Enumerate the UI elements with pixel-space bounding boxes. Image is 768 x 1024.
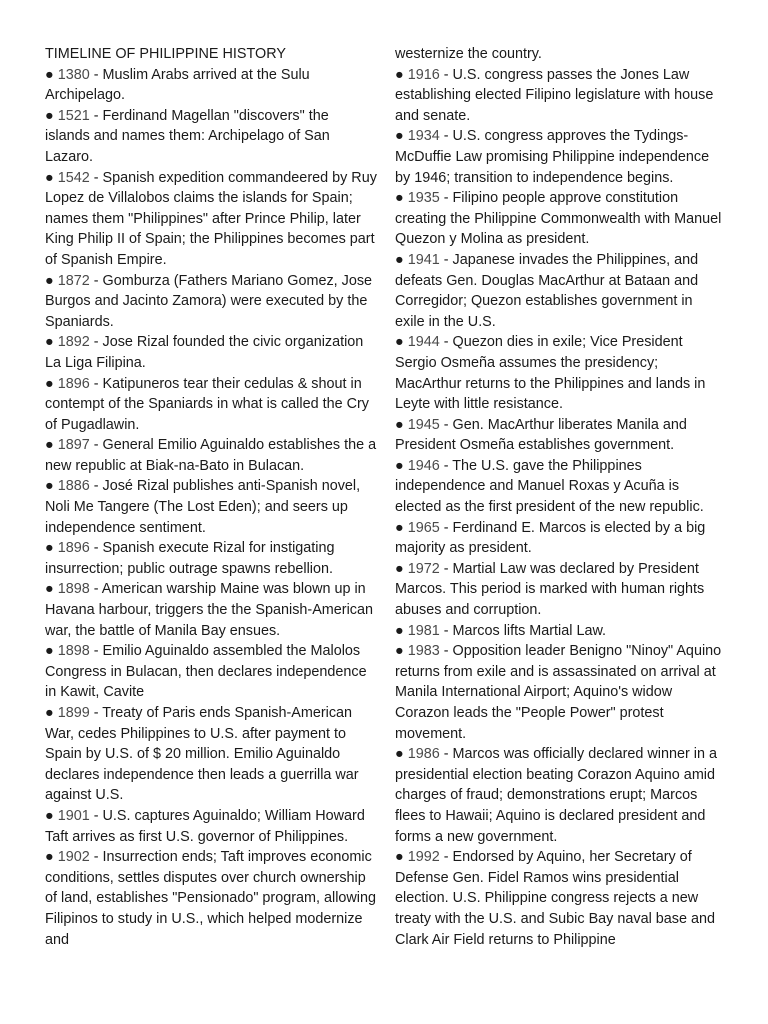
- entry-year: 1944: [407, 334, 440, 351]
- entry-text: Quezon dies in exile; Vice President Sergio Osmeña assumes the presidency; MacArthur returns to the Philippines and lands in Leyte with little resistance.: [395, 334, 706, 413]
- entry-separator: -: [89, 581, 102, 598]
- entry-year: 1983: [407, 643, 440, 660]
- bullet-icon: ●: [45, 581, 54, 598]
- entry-text: Gen. MacArthur liberates Manila and President Osmeña establishes government.: [395, 416, 687, 454]
- entry-separator: -: [89, 437, 103, 454]
- bullet-icon: ●: [395, 128, 404, 145]
- entry-separator: -: [439, 622, 453, 639]
- bullet-icon: ●: [395, 334, 404, 351]
- timeline-entry: [45, 271, 377, 333]
- bullet-icon: ●: [395, 251, 404, 268]
- entry-year: 1902: [57, 849, 90, 866]
- entry-separator: -: [439, 190, 453, 207]
- entry-year: 1965: [407, 519, 440, 536]
- entry-year: 1981: [407, 622, 440, 639]
- timeline-entry: [395, 126, 725, 188]
- entry-text: Katipuneros tear their cedulas & shout in contempt of the Spaniards in what is called the Cry of Pugadlawin.: [45, 375, 369, 433]
- entry-year: 1380: [57, 66, 90, 83]
- bullet-icon: ●: [395, 519, 404, 536]
- left-column: [45, 44, 377, 950]
- entry-year: 1946: [407, 457, 440, 474]
- entry-text: Insurrection ends; Taft improves economic conditions, settles disputes over church ownership of land, establishes "Pensionado" program, allowing Filipinos to study in U.S., which helped modernize and: [45, 849, 377, 948]
- entry-text: American warship Maine was blown up in Havana harbour, triggers the the Spanish-American war, the battle of Manila Bay ensues.: [45, 581, 373, 639]
- entry-text: Emilio Aguinaldo assembled the Malolos Congress in Bulacan, then declares independence in Kawit, Cavite: [45, 643, 367, 701]
- entry-year: 1934: [407, 128, 440, 145]
- entry-separator: -: [439, 457, 453, 474]
- timeline-entry: [395, 621, 725, 642]
- timeline-entry: [45, 847, 377, 950]
- bullet-icon: ●: [45, 849, 54, 866]
- timeline-entry: [45, 332, 377, 373]
- timeline-entry: [45, 374, 377, 436]
- timeline-entry: [45, 579, 377, 641]
- bullet-icon: ●: [395, 849, 404, 866]
- entry-separator: -: [89, 849, 103, 866]
- timeline-entry: [395, 641, 725, 744]
- entry-text: Ferdinand E. Marcos is elected by a big majority as president.: [395, 519, 706, 557]
- entry-text: Marcos was officially declared winner in a presidential election beating Corazon Aquino amid charges of fraud; demonstrations erupt; Marcos flees to Hawaii; Aquino is declared president and forms a new government.: [395, 746, 717, 845]
- timeline-entry: [45, 806, 377, 847]
- entry-year: 1886: [57, 478, 90, 495]
- bullet-icon: ●: [45, 643, 54, 660]
- entry-year: 1896: [57, 540, 90, 557]
- timeline-entry: [395, 415, 725, 456]
- entry-year: 1916: [407, 66, 440, 83]
- bullet-icon: ●: [395, 643, 404, 660]
- entry-text: Filipino people approve constitution creating the Philippine Commonwealth with Manuel Quezon y Molina as president.: [395, 190, 722, 248]
- entry-separator: -: [89, 807, 103, 824]
- entry-separator: -: [439, 519, 453, 536]
- timeline-entry: [395, 65, 725, 127]
- bullet-icon: ●: [45, 437, 54, 454]
- timeline-entry: [45, 476, 377, 538]
- timeline-entry: [45, 703, 377, 806]
- entry-separator: -: [89, 169, 103, 186]
- bullet-icon: ●: [395, 746, 404, 763]
- bullet-icon: ●: [395, 560, 404, 577]
- bullet-icon: ●: [45, 334, 54, 351]
- entry-separator: -: [89, 66, 103, 83]
- entry-separator: -: [89, 334, 103, 351]
- bullet-icon: ●: [45, 807, 54, 824]
- entry-year: 1935: [407, 190, 440, 207]
- bullet-icon: ●: [395, 457, 404, 474]
- entry-year: 1986: [407, 746, 440, 763]
- entry-text: Muslim Arabs arrived at the Sulu Archipelago.: [45, 66, 310, 104]
- bullet-icon: ●: [395, 66, 404, 83]
- entry-year: 1898: [57, 643, 90, 660]
- entry-year: 1872: [57, 272, 90, 289]
- entry-year: 1992: [407, 849, 440, 866]
- entry-separator: -: [89, 643, 103, 660]
- entry-separator: -: [89, 705, 103, 721]
- entry-text: Jose Rizal founded the civic organization La Liga Filipina.: [45, 334, 364, 371]
- timeline-entry: [45, 538, 377, 579]
- bullet-icon: ●: [395, 190, 404, 207]
- entry-year: 1941: [407, 251, 440, 268]
- entry-separator: -: [439, 560, 453, 577]
- timeline-entry: [395, 559, 725, 621]
- timeline-entry: [395, 518, 725, 559]
- entry-separator: -: [439, 66, 453, 83]
- timeline-entry: [45, 168, 377, 271]
- entry-text: Spanish execute Rizal for instigating insurrection; public outrage spawns rebellion.: [45, 540, 335, 577]
- timeline-entry: [45, 106, 377, 168]
- entry-text: Martial Law was declared by President Marcos. This period is marked with human rights abuses and corruption.: [395, 560, 705, 619]
- timeline-entry: [395, 456, 725, 518]
- entry-text: U.S. congress approves the Tydings-McDuffie Law promising Philippine independence by 1946; transition to independence begins.: [395, 128, 710, 186]
- document-title: TIMELINE OF PHILIPPINE HISTORY: [45, 46, 286, 62]
- entry-separator: -: [439, 746, 453, 763]
- entry-text: Gomburza (Fathers Mariano Gomez, Jose Burgos and Jacinto Zamora) were executed by the Spaniards.: [45, 272, 373, 330]
- timeline-entry: [45, 641, 377, 703]
- entry-year: 1898: [57, 581, 90, 598]
- timeline-entry: [395, 332, 725, 414]
- entry-separator: -: [439, 643, 453, 660]
- entry-text: U.S. congress passes the Jones Law establishing elected Filipino legislature with house and senate.: [395, 66, 714, 124]
- entry-text: Marcos lifts Martial Law.: [452, 622, 607, 639]
- timeline-entry: [45, 435, 377, 476]
- timeline-entry: [395, 188, 725, 250]
- entry-text: Endorsed by Aquino, her Secretary of Defense Gen. Fidel Ramos wins presidential election. U.S. Philippine congress rejects a new treaty with the U.S. and Subic Bay naval base and Clark Air Field returns to Philippine: [395, 849, 715, 948]
- entry-text: José Rizal publishes anti-Spanish novel, Noli Me Tangere (The Lost Eden); and seers up independence sentiment.: [45, 478, 361, 536]
- entry-text: Treaty of Paris ends Spanish-American War, cedes Philippines to U.S. after payment to Spain by U.S. of $ 20 million. Emilio Aguinaldo declares independence then leads a guerrilla war against U.S.: [45, 705, 359, 804]
- right-column: [395, 44, 725, 950]
- entry-separator: -: [439, 334, 453, 351]
- entry-text: Opposition leader Benigno "Ninoy" Aquino returns from exile and is assassinated on arrival at Manila International Airport; Aquino's widow Corazon leads the "People Power" protest movement.: [395, 643, 722, 742]
- entry-text: Spanish expedition commandeered by Ruy Lopez de Villalobos claims the islands for Spain; names them "Philippines" after Prince Philip, later King Philip II of Spain; the Philippines becomes part of Spanish Empire.: [45, 169, 377, 268]
- entry-separator: -: [439, 128, 453, 145]
- continuation-text: westernize the country.: [395, 46, 542, 62]
- bullet-icon: ●: [45, 478, 54, 495]
- timeline-entry: [395, 744, 725, 847]
- entry-separator: -: [89, 478, 103, 495]
- entry-separator: -: [439, 416, 453, 433]
- right-timeline-list: [395, 65, 725, 951]
- bullet-icon: ●: [45, 272, 54, 289]
- entry-text: Ferdinand Magellan "discovers" the islands and names them: Archipelago of San Lazaro.: [45, 107, 330, 165]
- entry-year: 1972: [407, 560, 440, 577]
- entry-separator: -: [439, 849, 453, 866]
- bullet-icon: ●: [45, 169, 54, 186]
- bullet-icon: ●: [45, 540, 54, 557]
- bullet-icon: ●: [45, 705, 54, 721]
- timeline-entry: [395, 250, 725, 332]
- entry-year: 1899: [57, 705, 90, 721]
- entry-separator: -: [89, 272, 103, 289]
- entry-year: 1945: [407, 416, 440, 433]
- bullet-icon: ●: [45, 107, 54, 124]
- left-timeline-list: [45, 65, 377, 951]
- entry-text: General Emilio Aguinaldo establishes the a new republic at Biak-na-Bato in Bulacan.: [45, 437, 377, 474]
- entry-text: The U.S. gave the Philippines independence and Manuel Roxas y Acuña is elected as the first president of the new republic.: [395, 457, 704, 516]
- bullet-icon: ●: [395, 416, 404, 433]
- timeline-entry: [45, 65, 377, 106]
- entry-year: 1892: [57, 334, 90, 351]
- entry-year: 1901: [57, 807, 90, 824]
- entry-year: 1897: [57, 437, 90, 454]
- entry-separator: -: [439, 251, 453, 268]
- bullet-icon: ●: [45, 375, 54, 392]
- entry-text: Japanese invades the Philippines, and defeats Gen. Douglas MacArthur at Bataan and Corregidor; Quezon establishes government in exile in the U.S.: [395, 251, 699, 330]
- entry-year: 1521: [57, 107, 90, 124]
- timeline-entry: [395, 847, 725, 950]
- bullet-icon: ●: [45, 66, 54, 83]
- entry-year: 1896: [57, 375, 90, 392]
- entry-year: 1542: [57, 169, 90, 186]
- entry-text: U.S. captures Aguinaldo; William Howard Taft arrives as first U.S. governor of Philippines.: [45, 807, 365, 845]
- bullet-icon: ●: [395, 622, 404, 639]
- entry-separator: -: [89, 540, 103, 557]
- entry-separator: -: [89, 375, 103, 392]
- entry-separator: -: [89, 107, 103, 124]
